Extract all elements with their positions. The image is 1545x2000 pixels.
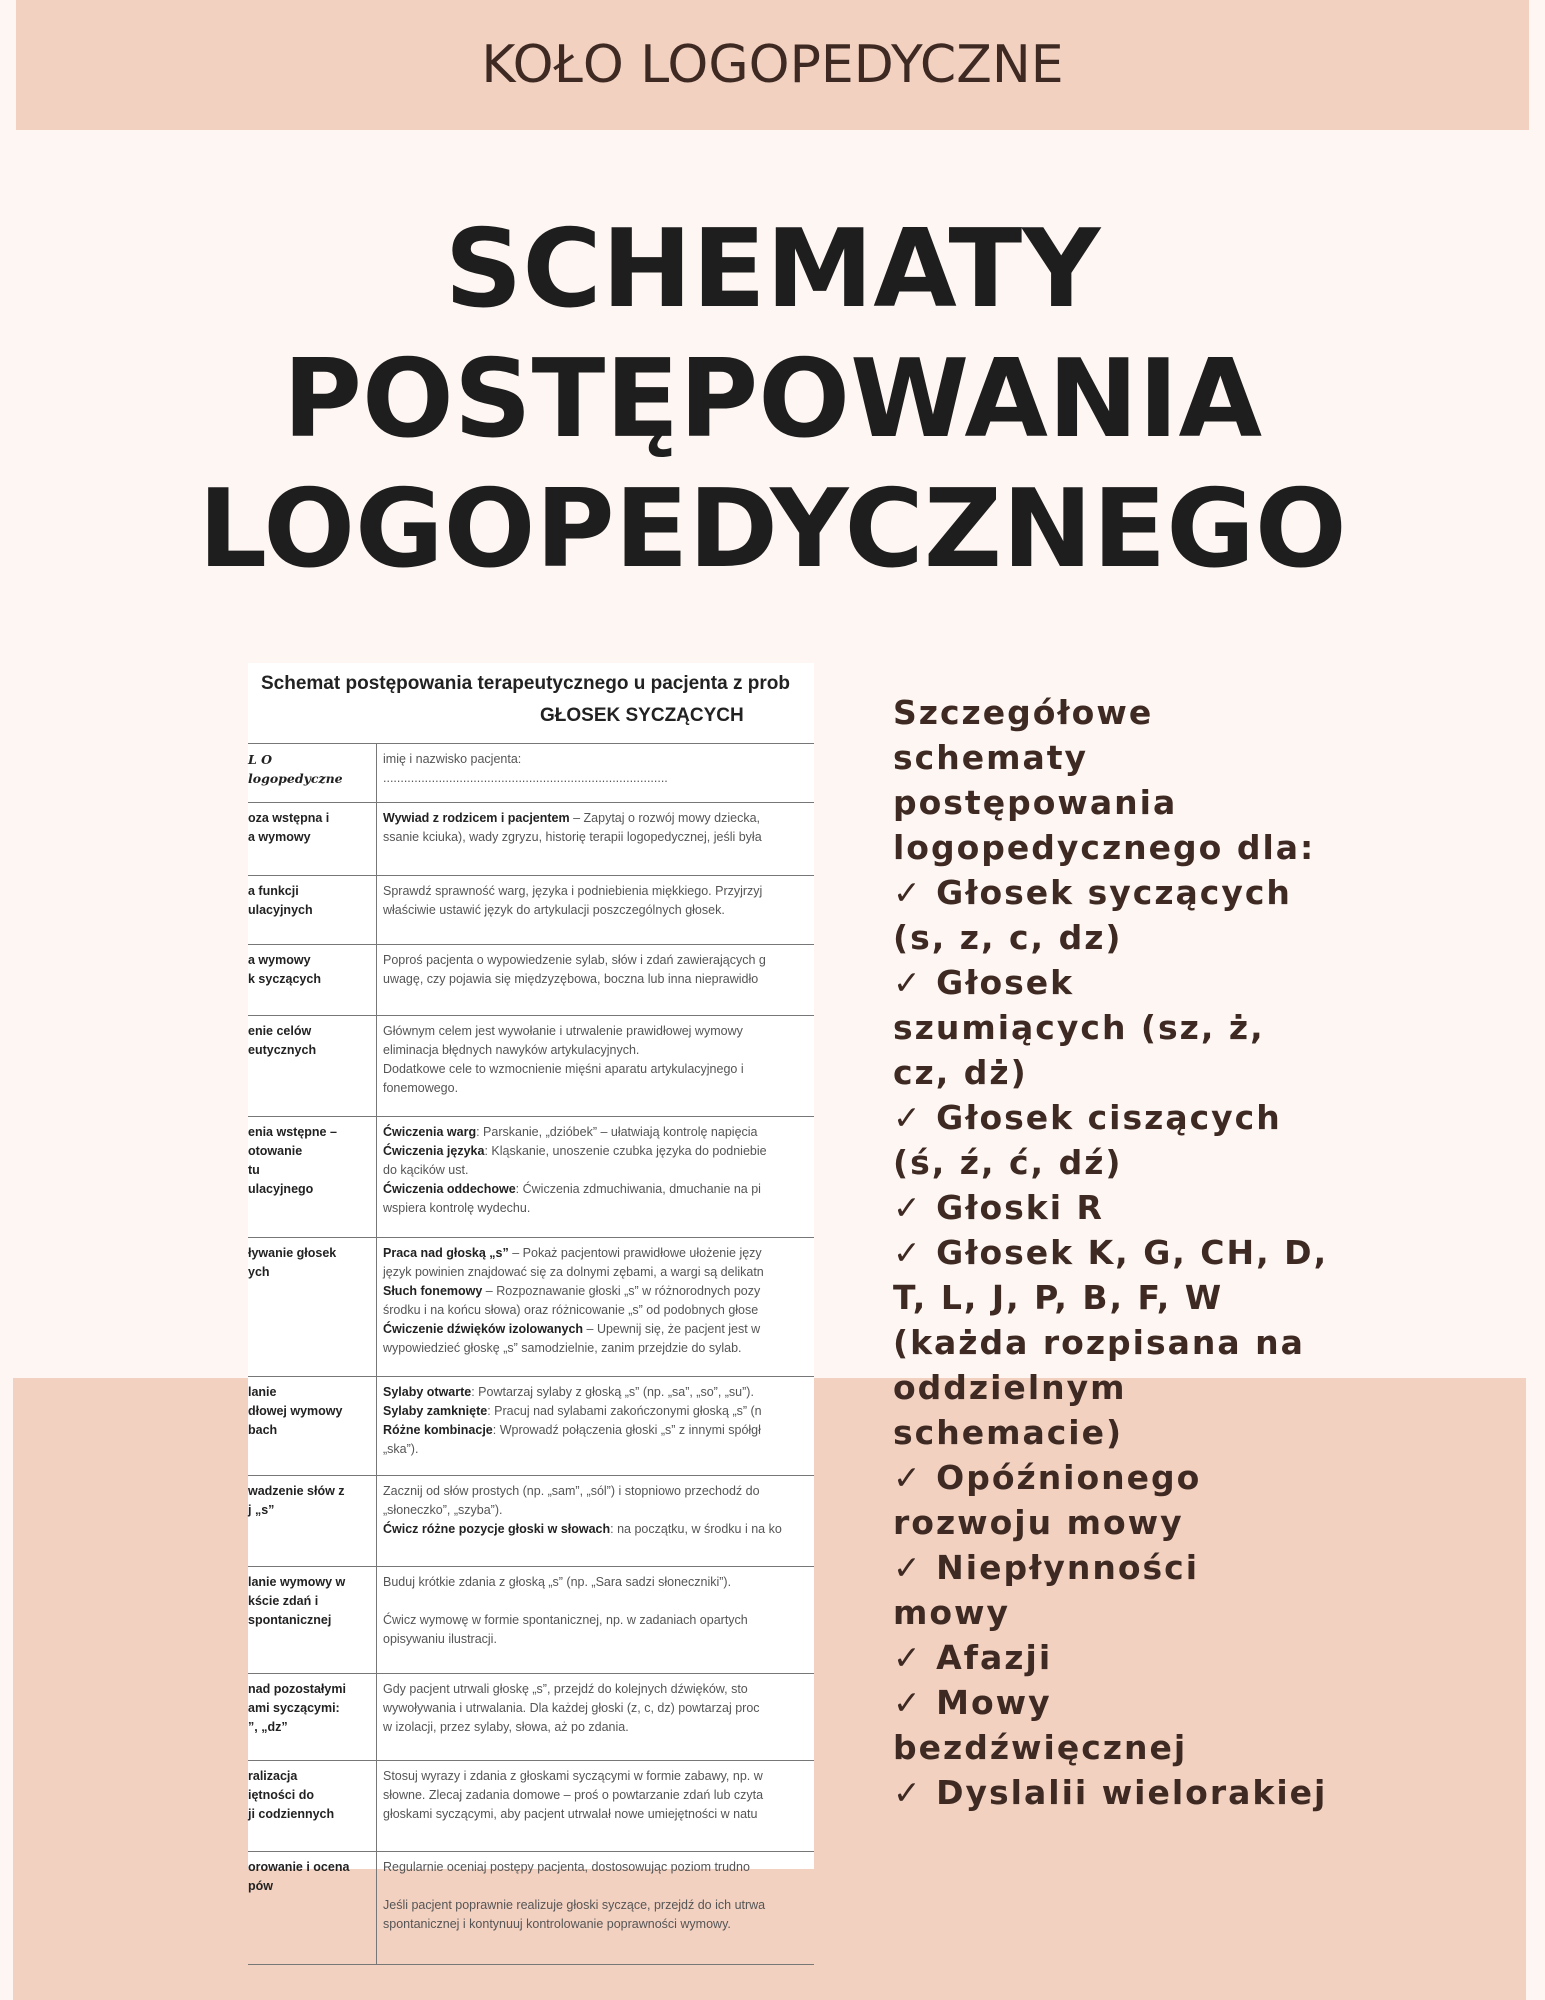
feature-item: ✓ Afazji: [893, 1638, 1053, 1677]
feature-item: ✓ Głoski R: [893, 1188, 1104, 1227]
table-row: [248, 1016, 814, 1117]
table-row: [248, 1476, 814, 1567]
table-row: [248, 1761, 814, 1852]
table-row-label: orowanie i ocena pów: [248, 1852, 377, 1965]
table-row-text: Praca nad głoską „s” – Pokaż pacjentowi prawidłowe ułożenie języ język powinien znajdować się za dolnymi zębami, a wargi są delikatn Słuch fonemowy – Rozpoznawanie głoski „s” w różnorodnych pozy środku i na końcu słowa) oraz różnicowanie „s” od podobnych głose Ćwiczenie dźwięków izolowanych – Upewnij się, że pacjent jest w wypowiedzieć głoskę „s” samodzielnie, zanim przejdzie do sylab.: [377, 1238, 815, 1377]
table-row-label: a funkcji ulacyjnych: [248, 876, 377, 945]
page-title: [0, 205, 1545, 595]
table-row: [248, 1117, 814, 1238]
table-row-label: wadzenie słów z j „s”: [248, 1476, 377, 1567]
page-title-line-2: POSTĘPOWANIA: [282, 337, 1263, 462]
table-row-label: nad pozostałymi ami syczącymi: ”, „dz”: [248, 1674, 377, 1761]
table-row-label: a wymowy k syczących: [248, 945, 377, 1016]
signature-logo: L O logopedyczne: [248, 744, 377, 803]
feature-list: [893, 690, 1533, 1815]
table-row: [248, 1567, 814, 1674]
table-row-text: Buduj krótkie zdania z głoską „s” (np. „Sara sadzi słoneczniki”). Ćwicz wymowę w formie spontanicznej, np. w zadaniach opartych opisywaniu ilustracji.: [377, 1567, 815, 1674]
page-title-line-1: SCHEMATY: [444, 207, 1101, 332]
table-row: [248, 1674, 814, 1761]
feature-item: ✓ Mowy bezdźwięcznej: [893, 1683, 1188, 1767]
feature-item: ✓ Głosek K, G, CH, D, T, L, J, P, B, F, W (każda rozpisana na oddzielnym schemacie): [893, 1233, 1329, 1452]
table-row-label: enia wstępne – otowanie tu ulacyjnego: [248, 1117, 377, 1238]
header-band: [16, 0, 1529, 130]
document-preview-header: [248, 663, 814, 738]
document-preview-subtitle: GŁOSEK SYCZĄCYCH: [540, 705, 744, 726]
header-label: KOŁO LOGOPEDYCZNE: [481, 35, 1064, 95]
table-row-text: Regularnie oceniaj postępy pacjenta, dostosowując poziom trudno Jeśli pacjent poprawnie realizuje głoski syczące, przejdź do ich utrwa spontanicznej i kontynuuj kontrolowanie poprawności wymowy.: [377, 1852, 815, 1965]
table-row: [248, 1852, 814, 1965]
table-row-text: Gdy pacjent utrwali głoskę „s”, przejdź do kolejnych dźwięków, sto wywoływania i utrwalania. Dla każdej głoski (z, c, dz) powtarzaj proc w izolacji, przez sylaby, słowa, aż po zdania.: [377, 1674, 815, 1761]
table-row-text: Sylaby otwarte: Powtarzaj sylaby z głoską „s” (np. „sa”, „so”, „su”). Sylaby zamknięte: Pracuj nad sylabami zakończonymi głoską „s” (n Różne kombinacje: Wprowadź połączenia głoski „s” z innymi spółgł „ska”).: [377, 1377, 815, 1476]
table-row-label: oza wstępna i a wymowy: [248, 803, 377, 876]
feature-item: ✓ Niepłynności mowy: [893, 1548, 1200, 1632]
table-row-text: Wywiad z rodzicem i pacjentem – Zapytaj o rozwój mowy dziecka, ssanie kciuka), wady zgryzu, historię terapii logopedycznej, jeśli była: [377, 803, 815, 876]
table-row-label: lanie dłowej wymowy bach: [248, 1377, 377, 1476]
table-row-label: ralizacja iętności do ji codziennych: [248, 1761, 377, 1852]
table-row-text: imię i nazwisko pacjenta: ..................................................................................: [377, 744, 815, 803]
document-preview-title: Schemat postępowania terapeutycznego u pacjenta z prob: [261, 673, 790, 694]
table-row: [248, 1238, 814, 1377]
document-preview-table: [248, 743, 814, 1965]
table-row-text: Ćwiczenia warg: Parskanie, „dzióbek” – ułatwiają kontrolę napięcia Ćwiczenia języka: Kląskanie, unoszenie czubka języka do podniebie do kącików ust. Ćwiczenia oddechowe: Ćwiczenia zdmuchiwania, dmuchanie na pi wspiera kontrolę wydechu.: [377, 1117, 815, 1238]
feature-items: [893, 870, 1533, 1815]
table-row-label: enie celów eutycznych: [248, 1016, 377, 1117]
table-row-label: ływanie głosek ych: [248, 1238, 377, 1377]
table-row: [248, 876, 814, 945]
feature-item: ✓ Dyslalii wielorakiej: [893, 1773, 1328, 1812]
table-row-text: Zacznij od słów prostych (np. „sam”, „sól”) i stopniowo przechodź do „słoneczko”, „szyba”). Ćwicz różne pozycje głoski w słowach: na początku, w środku i na ko: [377, 1476, 815, 1567]
table-row: [248, 1377, 814, 1476]
feature-item: ✓ Głosek szumiących (sz, ż, cz, dż): [893, 963, 1265, 1092]
table-row-text: Sprawdź sprawność warg, języka i podniebienia miękkiego. Przyjrzyj właściwie ustawić język do artykulacji poszczególnych głosek.: [377, 876, 815, 945]
table-row-text: Poproś pacjenta o wypowiedzenie sylab, słów i zdań zawierających g uwagę, czy pojawia się międzyzębowa, boczna lub inna nieprawidło: [377, 945, 815, 1016]
feature-list-intro: Szczegółowe schematy postępowania logopedycznego dla:: [893, 693, 1316, 867]
table-row-text: Głównym celem jest wywołanie i utrwalenie prawidłowej wymowy eliminacja błędnych nawyków artykulacyjnych. Dodatkowe cele to wzmocnienie mięśni aparatu artykulacyjnego i fonemowego.: [377, 1016, 815, 1117]
table-row: [248, 945, 814, 1016]
feature-item: ✓ Głosek syczących (s, z, c, dz): [893, 873, 1292, 957]
table-row-text: Stosuj wyrazy i zdania z głoskami syczącymi w formie zabawy, np. w słowne. Zlecaj zadania domowe – proś o powtarzanie zdań lub czyta głoskami syczącymi, aby pacjent utrwalał nowe umiejętności w natu: [377, 1761, 815, 1852]
document-preview: [248, 663, 814, 1931]
feature-item: ✓ Opóźnionego rozwoju mowy: [893, 1458, 1202, 1542]
table-row: [248, 803, 814, 876]
page-title-line-3: LOGOPEDYCZNEGO: [198, 467, 1347, 592]
feature-item: ✓ Głosek ciszących (ś, ź, ć, dź): [893, 1098, 1282, 1182]
table-row-label: lanie wymowy w kście zdań i spontanicznej: [248, 1567, 377, 1674]
table-row: [248, 744, 814, 803]
